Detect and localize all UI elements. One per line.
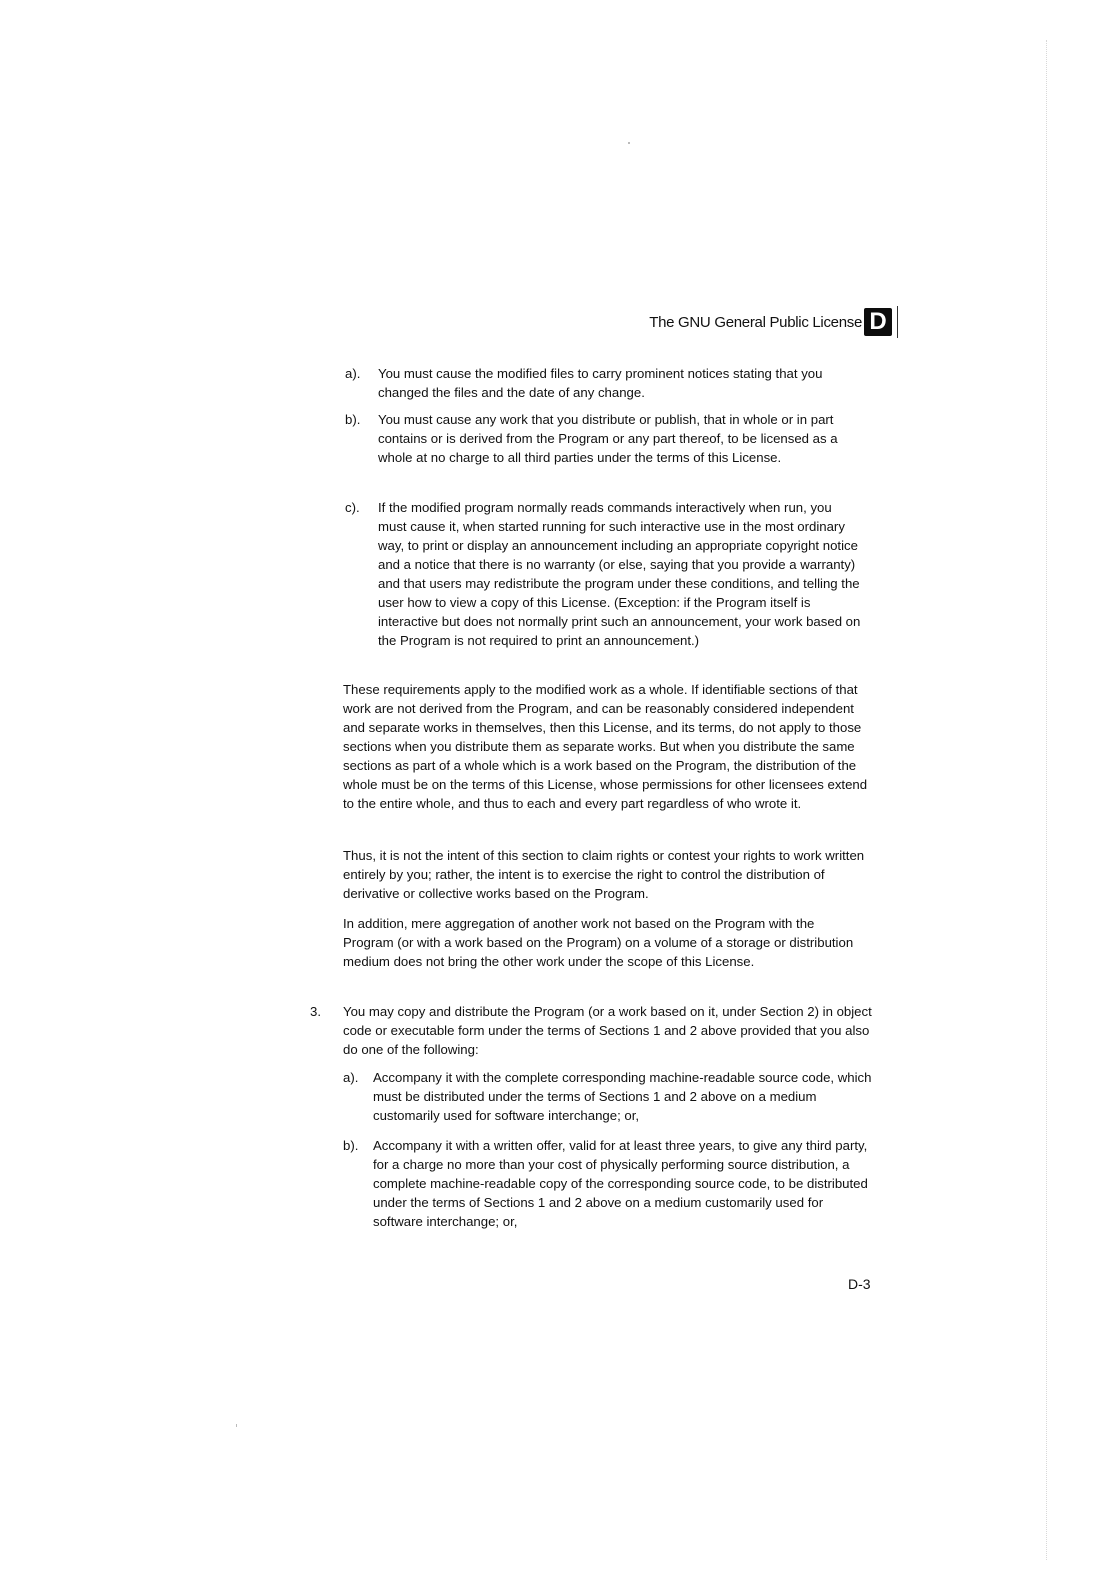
chapter-letter: D <box>869 308 887 335</box>
item-label: a). <box>343 1070 359 1085</box>
header-title: The GNU General Public License <box>649 314 862 331</box>
header-rule <box>897 306 898 338</box>
scan-edge-line <box>1046 40 1047 1560</box>
item-text: You must cause any work that you distribute or publish, that in whole or in part contains or is derived from the Program or any part thereof, to be licensed as a whole at no charge to all third parties under the terms of this License. <box>378 412 838 465</box>
paragraph: In addition, mere aggregation of another work not based on the Program with the Program (or with a work based on the Program) on a volume of a storage or distribution medium does not bring the other work under the scope of this License. <box>343 916 854 969</box>
section-number: 3. <box>310 1004 321 1019</box>
page-number: D-3 <box>848 1276 871 1292</box>
item-label: c). <box>345 500 360 515</box>
item-label: b). <box>343 1138 359 1153</box>
scan-speck <box>628 142 630 144</box>
paragraph: These requirements apply to the modified work as a whole. If identifiable sections of that work are not derived from the Program, and can be reasonably considered independent and separate works in themselves, then this License, and its terms, do not apply to those sections when you distribute them as separate works. But when you distribute the same sections as part of a whole which is a work based on the Program, the distribution of the whole must be on the terms of this License, whose permissions for other licensees extend to the entire whole, and thus to each and every part regardless of who wrote it. <box>343 682 868 811</box>
item-label: b). <box>345 412 361 427</box>
item-text: Accompany it with a written offer, valid for at least three years, to give any third party, for a charge no more than your cost of physically performing source distribution, a complete machine-readable copy of the corresponding source code, to be distributed under the terms of Sections 1 and 2 above on a medium customarily used for software interchange; or, <box>373 1138 868 1229</box>
scan-speck <box>236 1424 237 1427</box>
item-text: If the modified program normally reads commands interactively when run, you must cause it, when started running for such interactive use in the most ordinary way, to print or display an announcement including an appropriate copyright notice and a notice that there is no warranty (or else, saying that you provide a warranty) and that users may redistribute the program under these conditions, and telling the user how to view a copy of this License. (Exception: if the Program itself is interactive but does not normally print such an announcement, your work based on the Program is not required to print an announcement.) <box>378 500 861 648</box>
chapter-mark <box>864 308 892 336</box>
item-label: a). <box>345 366 361 381</box>
item-text: You must cause the modified files to carry prominent notices stating that you changed the files and the date of any change. <box>378 366 823 400</box>
paragraph: Thus, it is not the intent of this section to claim rights or contest your rights to work written entirely by you; rather, the intent is to exercise the right to control the distribution of derivative or collective works based on the Program. <box>343 848 865 901</box>
section-text: You may copy and distribute the Program (or a work based on it, under Section 2) in object code or executable form under the terms of Sections 1 and 2 above provided that you also do one of the following: <box>343 1004 872 1057</box>
running-header <box>600 308 920 338</box>
item-text: Accompany it with the complete corresponding machine-readable source code, which must be distributed under the terms of Sections 1 and 2 above on a medium customarily used for software interchange; or, <box>373 1070 872 1123</box>
